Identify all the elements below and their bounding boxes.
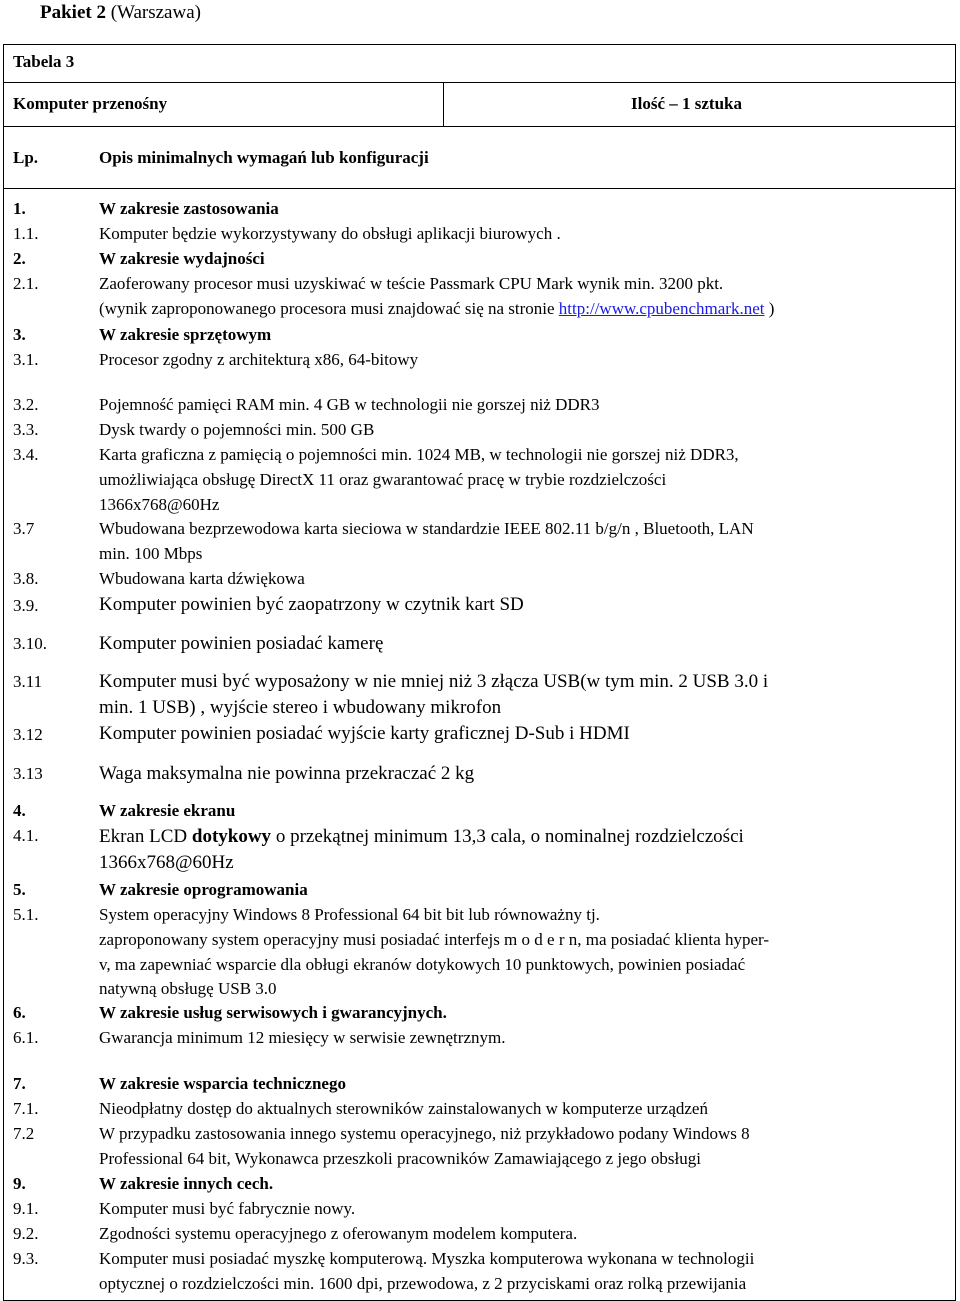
row-text: Komputer powinien posiadać wyjście karty graficznej D-Sub i HDMI xyxy=(99,723,630,744)
section-number: 5. xyxy=(13,880,26,899)
title-bold: Pakiet 2 xyxy=(40,2,106,23)
row-number: 2.1. xyxy=(13,274,39,293)
row-text-part: (wynik zaproponowanego procesora musi znajdować się na stronie xyxy=(99,299,559,318)
cpubenchmark-link[interactable]: http://www.cpubenchmark.net xyxy=(558,299,765,318)
row-text: min. 100 Mbps xyxy=(99,544,203,563)
row-text: Komputer musi posiadać myszkę komputerową. Myszka komputerowa wykonana w technologii xyxy=(99,1249,755,1268)
row-text: System operacyjny Windows 8 Professional 64 bit bit lub równoważny tj. xyxy=(99,905,600,924)
section-title: W zakresie zastosowania xyxy=(99,199,279,218)
row-text: v, ma zapewniać wsparcie dla obługi ekranów dotykowych 10 punktowych, powinien posiadać xyxy=(99,955,746,974)
row-number: 3.2. xyxy=(13,395,39,414)
row-text: Procesor zgodny z architekturą x86, 64-bitowy xyxy=(99,350,419,369)
header-description: Opis minimalnych wymagań lub konfiguracji xyxy=(99,148,429,167)
row-number: 3.7 xyxy=(13,519,35,538)
row-text-emphasis: dotykowy xyxy=(191,826,272,847)
row-text: Waga maksymalna nie powinna przekraczać 2 kg xyxy=(99,763,475,784)
row-number: 5.1. xyxy=(13,905,39,924)
table-divider xyxy=(443,82,444,126)
row-text: 1366x768@60Hz xyxy=(99,495,220,514)
table-label: Tabela 3 xyxy=(13,52,75,71)
row-number: 6.1. xyxy=(13,1028,39,1047)
section-title: W zakresie usług serwisowych i gwarancyjnych. xyxy=(99,1003,447,1022)
row-text: Gwarancja minimum 12 miesięcy w serwisie zewnętrznym. xyxy=(99,1028,506,1047)
section-number: 1. xyxy=(13,199,26,218)
row-text-part: Ekran LCD xyxy=(99,826,192,847)
row-number: 3.10. xyxy=(13,634,47,653)
row-text: min. 1 USB) , wyjście stereo i wbudowany mikrofon xyxy=(99,697,502,718)
section-title: W zakresie innych cech. xyxy=(99,1174,274,1193)
device-name: Komputer przenośny xyxy=(13,94,168,113)
row-number: 3.12 xyxy=(13,725,43,744)
row-text: zaproponowany system operacyjny musi posiadać interfejs m o d e r n, ma posiadać klienta hyper- xyxy=(99,930,770,949)
row-text: Komputer musi być fabrycznie nowy. xyxy=(99,1199,356,1218)
table-divider xyxy=(3,126,956,127)
row-number: 3.9. xyxy=(13,596,39,615)
row-text: Zaoferowany procesor musi uzyskiwać w teście Passmark CPU Mark wynik min. 3200 pkt. xyxy=(99,274,724,293)
section-number: 4. xyxy=(13,801,26,820)
row-number: 3.13 xyxy=(13,764,43,783)
row-number: 3.11 xyxy=(13,672,43,691)
row-text-part: o przekątnej minimum 13,3 cala, o nominalnej rozdzielczości xyxy=(271,826,744,847)
row-text: umożliwiająca obsługę DirectX 11 oraz gwarantować pracę w trybie rozdzielczości xyxy=(99,470,667,489)
row-number: 1.1. xyxy=(13,224,39,243)
header-lp: Lp. xyxy=(13,148,39,167)
row-text: W przypadku zastosowania innego systemu operacyjnego, niż przykładowo podany Windows 8 xyxy=(99,1124,750,1143)
row-number: 9.1. xyxy=(13,1199,39,1218)
row-number: 3.8. xyxy=(13,569,39,588)
section-title: W zakresie wsparcia technicznego xyxy=(99,1074,346,1093)
section-title: W zakresie ekranu xyxy=(99,801,236,820)
row-text: Pojemność pamięci RAM min. 4 GB w technologii nie gorszej niż DDR3 xyxy=(99,395,600,414)
row-text: Karta graficzna z pamięcią o pojemności min. 1024 MB, w technologii nie gorszej niż DDR3, xyxy=(99,445,739,464)
row-text: 1366x768@60Hz xyxy=(99,852,234,873)
row-text: Nieodpłatny dostęp do aktualnych sterowników zainstalowanych w komputerze urządzeń xyxy=(99,1099,708,1118)
row-text: Komputer będzie wykorzystywany do obsługi aplikacji biurowych . xyxy=(99,224,561,243)
section-title: W zakresie oprogramowania xyxy=(99,880,308,899)
row-text: natywną obsługę USB 3.0 xyxy=(99,979,277,998)
row-text: Wbudowana karta dźwiękowa xyxy=(99,569,305,588)
row-number: 9.3. xyxy=(13,1249,39,1268)
row-number: 4.1. xyxy=(13,826,39,845)
section-title: W zakresie wydajności xyxy=(99,249,265,268)
row-text xyxy=(99,299,774,319)
row-text: Wbudowana bezprzewodowa karta sieciowa w standardzie IEEE 802.11 b/g/n , Bluetooth, LAN xyxy=(99,519,754,538)
section-number: 9. xyxy=(13,1174,26,1193)
row-number: 3.4. xyxy=(13,445,39,464)
table-divider xyxy=(3,188,956,189)
row-text: Komputer powinien być zaopatrzony w czytnik kart SD xyxy=(99,594,524,615)
document-title xyxy=(40,2,201,24)
row-text: optycznej o rozdzielczości min. 1600 dpi, przewodowa, z 2 przyciskami oraz rolką przewijania xyxy=(99,1274,747,1293)
row-number: 3.3. xyxy=(13,420,39,439)
row-text xyxy=(99,826,744,848)
section-number: 6. xyxy=(13,1003,26,1022)
section-number: 2. xyxy=(13,249,26,268)
table-divider xyxy=(3,82,956,83)
row-text: Komputer musi być wyposażony w nie mniej niż 3 złącza USB(w tym min. 2 USB 3.0 i xyxy=(99,671,769,692)
title-normal: (Warszawa) xyxy=(105,2,201,23)
section-number: 3. xyxy=(13,325,26,344)
row-number: 9.2. xyxy=(13,1224,39,1243)
row-number: 7.2 xyxy=(13,1124,35,1143)
row-number: 7.1. xyxy=(13,1099,39,1118)
section-title: W zakresie sprzętowym xyxy=(99,325,272,344)
row-text: Komputer powinien posiadać kamerę xyxy=(99,633,384,654)
row-text-part: ) xyxy=(764,299,775,318)
row-text: Dysk twardy o pojemności min. 500 GB xyxy=(99,420,375,439)
quantity: Ilość – 1 sztuka xyxy=(631,94,742,113)
row-text: Professional 64 bit, Wykonawca przeszkoli pracowników Zamawiającego z jego obsługi xyxy=(99,1149,701,1168)
row-text: Zgodności systemu operacyjnego z oferowanym modelem komputera. xyxy=(99,1224,578,1243)
section-number: 7. xyxy=(13,1074,26,1093)
row-number: 3.1. xyxy=(13,350,39,369)
